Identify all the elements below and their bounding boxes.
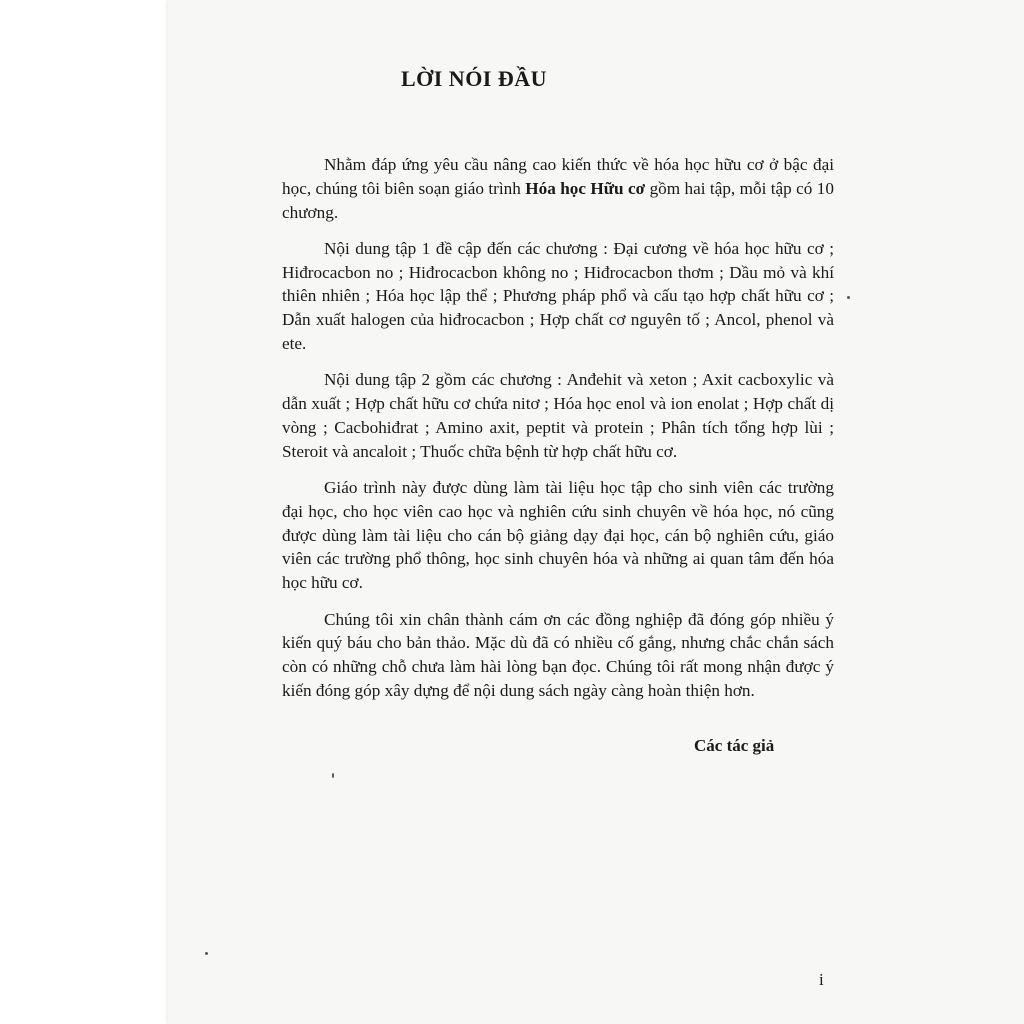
paragraph-4: Giáo trình này được dùng làm tài liệu học tập cho sinh viên các trường đại học, cho học viên cao học và nghiên cứu sinh chuyên về hóa học, nó cũng được dùng làm tài liệu cho cán bộ giảng dạy đại học, cán bộ nghiên cứu, giáo viên các trường phổ thông, học sinh chuyên hóa và những ai quan tâm đến hóa học hữu cơ.	[282, 478, 834, 593]
paragraph-2: Nội dung tập 1 đề cập đến các chương : Đại cương về hóa học hữu cơ ; Hiđrocacbon no ; Hiđrocacbon không no ; Hiđrocacbon thơm ; Dầu mỏ và khí thiên nhiên ; Hóa học lập thể ; Phương pháp phổ và cấu tạo hợp chất hữu cơ ; Dẫn xuất halogen của hiđrocacbon ; Hợp chất cơ nguyên tố ; Ancol, phenol và ete.	[282, 238, 834, 354]
preface-body	[282, 153, 834, 715]
paragraph-1: Nhằm đáp ứng yêu cầu nâng cao kiến thức về hóa học hữu cơ ở bậc đại học, chúng tôi biên soạn giáo trình Hóa học Hữu cơ gồm hai tập, mỗi tập có 10 chương.	[282, 155, 834, 222]
book-title-emphasis: Hóa học Hữu cơ	[525, 178, 646, 198]
speck-mark	[847, 296, 850, 299]
paragraph-3: Nội dung tập 2 gồm các chương : Anđehit và xeton ; Axit cacboxylic và dẫn xuất ; Hợp chất hữu cơ chứa nitơ ; Hóa học enol và ion enolat ; Hợp chất dị vòng ; Cacbohiđrat ; Amino axit, peptit và protein ; Phân tích tổng hợp lùi ; Steroit và ancaloit ; Thuốc chữa bệnh từ hợp chất hữu cơ.	[282, 370, 834, 461]
page-title: LỜI NÓI ĐẦU	[400, 66, 548, 91]
speck-mark	[332, 773, 334, 778]
page-number: i	[819, 970, 824, 989]
paragraph-5: Chúng tôi xin chân thành cám ơn các đồng nghiệp đã đóng góp nhiều ý kiến quý báu cho bản thảo. Mặc dù đã có nhiều cố gắng, nhưng chắc chắn sách còn có những chỗ chưa làm hài lòng bạn đọc. Chúng tôi rất mong nhận được ý kiến đóng góp xây dựng để nội dung sách ngày càng hoàn thiện hơn.	[282, 609, 834, 700]
speck-mark	[205, 952, 208, 955]
author-signature: Các tác giả	[694, 736, 775, 755]
